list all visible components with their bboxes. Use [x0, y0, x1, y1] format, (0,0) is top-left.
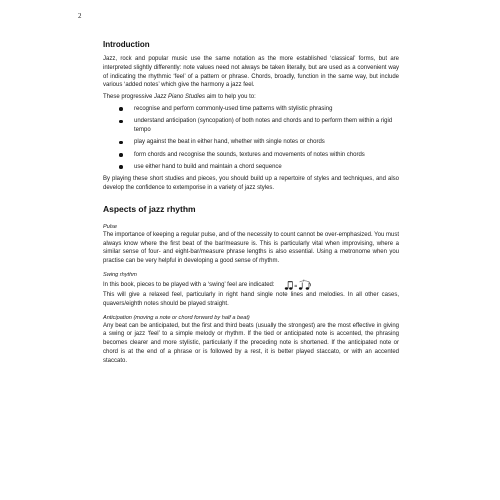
- swing-indicator-text: In this book, pieces to be played with a ‘swing’ feel are indicated:: [103, 281, 275, 288]
- svg-text:3: 3: [302, 279, 304, 283]
- intro-paragraph: Jazz, rock and popular music use the same notation as the more established ‘classical’ forms, but are interpreted slightly differently: note values need not always be taken literally, but are used as a convenient way of indicating the rhythmic ‘feel’ of a pattern or phrase. Chords, broadly, function in the same way, but include various ‘added notes’ which give the harmony a jazz feel.: [103, 56, 399, 89]
- page-content: [103, 40, 399, 366]
- swing-notation-icon: [284, 279, 312, 291]
- pulse-paragraph: The importance of keeping a regular pulse, and of the necessity to count cannot be over-emphasized. You must always know where the first beat of the bar/measure is. This is particularly vital when improvising, where a similar sense of four- and eight-bar/measure phrase lengths is also essential. Using a metronome when you practise can be very helpful in developing a good sense of rhythm.: [103, 231, 399, 265]
- aspects-heading: Aspects of jazz rhythm: [103, 203, 196, 214]
- bullet-icon: [119, 141, 123, 145]
- list-item: form chords and recognise the sounds, textures and movements of notes within chords: [134, 151, 399, 160]
- bullet-icon: [119, 120, 123, 124]
- list-item: play against the beat in either hand, whether with single notes or chords: [134, 138, 399, 147]
- swing-indicator-line: [103, 279, 399, 291]
- bullet-icon: [119, 153, 123, 157]
- swing-paragraph: This will give a relaxed feel, particularly in right hand single note lines and melodies. In all other cases, quavers/eighth notes should be played straight.: [103, 292, 399, 307]
- pulse-subheading: Pulse: [103, 223, 117, 230]
- anticipation-subheading: Anticipation (moving a note or chord forward by half a beat): [103, 314, 250, 321]
- list-item: recognise and perform commonly-used time patterns with stylistic phrasing: [134, 105, 399, 114]
- bullet-icon: [119, 107, 123, 111]
- page-number: 2: [78, 12, 82, 20]
- list-item: use either hand to build and maintain a chord sequence: [134, 163, 399, 172]
- aims-paragraph: These progressive Jazz Piano Studies aim to help you to:: [103, 94, 256, 101]
- anticipation-paragraph: Any beat can be anticipated, but the first and third beats (usually the strongest) are the most effective in giving a swing or jazz ‘feel’ to a simple melody or rhythm. If the tied or anticipated note is accented, the phrasing becomes clearer and more stylistic, particularly if the preceding note is shortened. If the anticipated note or chord is at the end of a phrase or is followed by a rest, it is better played staccato, or with an accented staccato.: [103, 322, 399, 364]
- swing-subheading: Swing rhythm: [103, 272, 137, 279]
- intro-closing-paragraph: By playing these short studies and pieces, you should build up a repertoire of styles and techniques, and also develop the confidence to extemporise in a variety of jazz styles.: [103, 176, 399, 192]
- book-title: Jazz Piano Studies: [154, 94, 206, 101]
- list-item: understand anticipation (syncopation) of both notes and chords and to perform them within a rigid tempo: [134, 117, 399, 135]
- bullet-icon: [119, 165, 123, 169]
- introduction-heading: Introduction: [103, 40, 150, 49]
- aims-list: [103, 105, 399, 172]
